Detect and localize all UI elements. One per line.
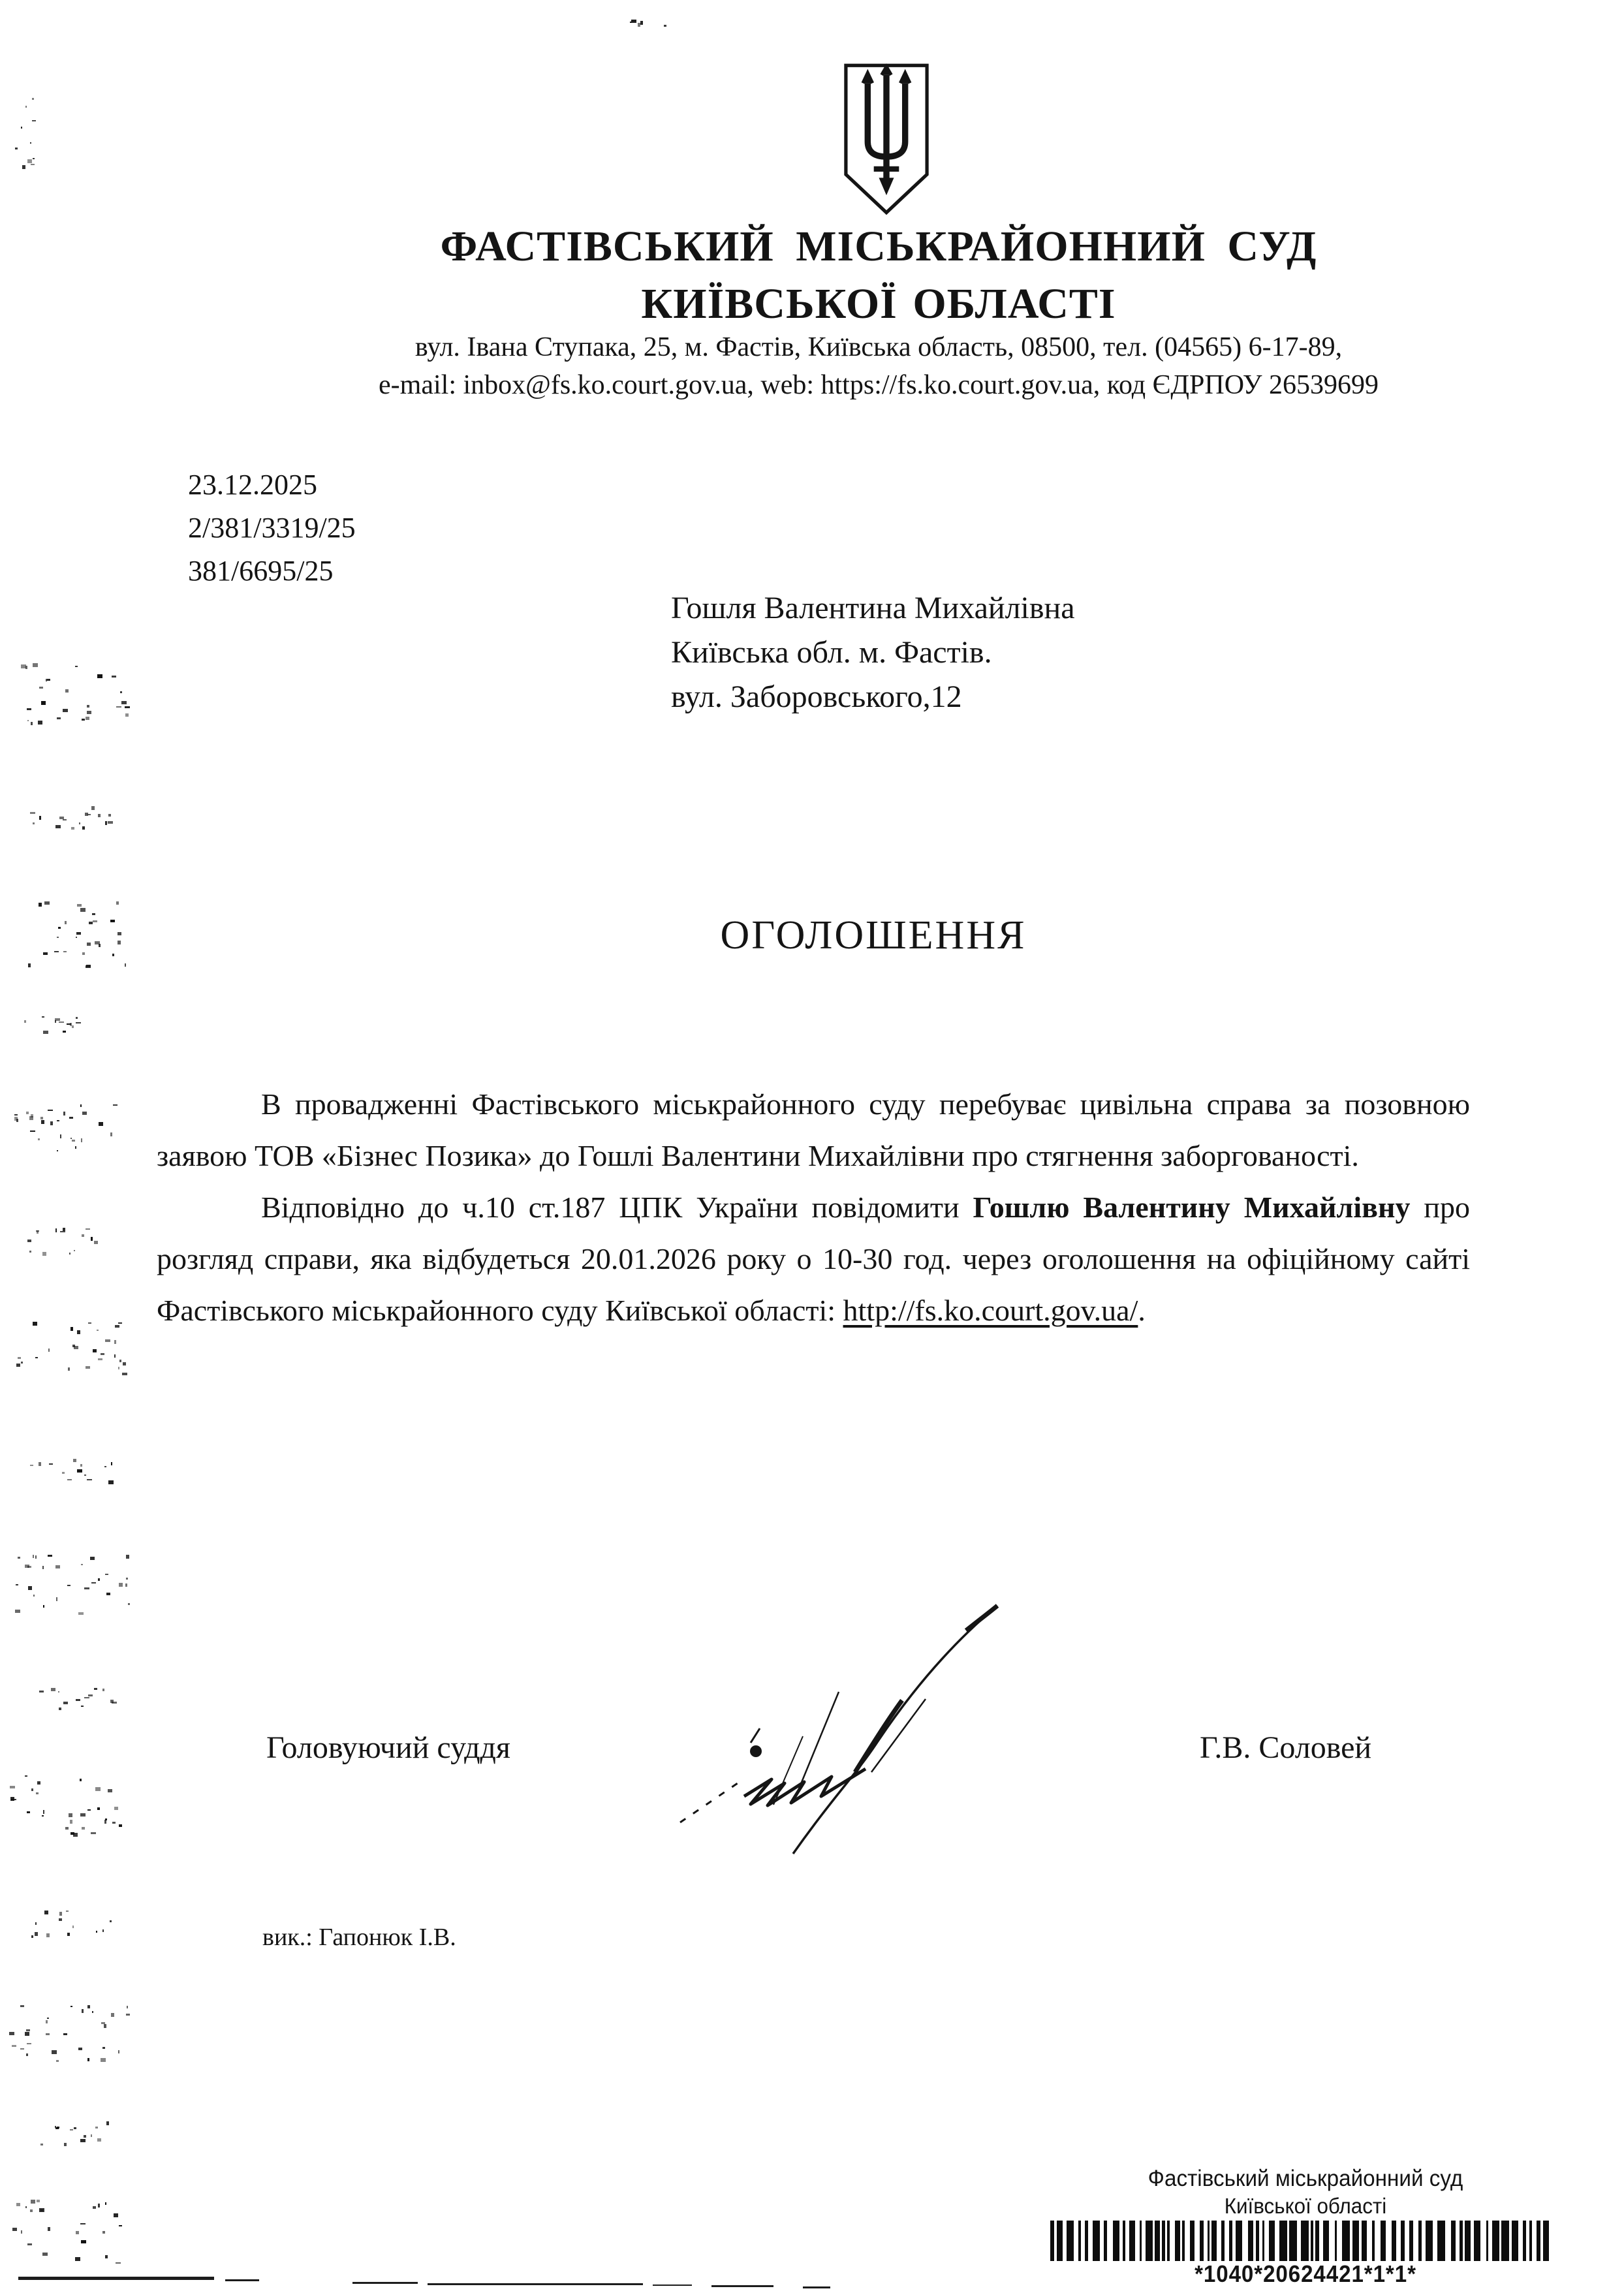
case-number: 2/381/3319/25 — [188, 512, 356, 544]
announcement-paragraph-1: В провадженні Фастівського міськрайонного суду перебуває цивільна справа за позовною заявою ТОВ «Бізнес Позика» до Гошлі Валентини Михайлівни про стягнення заборгованості. — [157, 1087, 1470, 1172]
scan-noise — [7, 2004, 131, 2066]
scan-noise — [29, 1459, 114, 1485]
scan-noise — [26, 2121, 111, 2147]
scan-noise — [12, 1103, 129, 1159]
scan-noise — [26, 800, 124, 832]
scan-noise — [20, 663, 131, 728]
recipient-city-line: Київська обл. м. Фастів. — [671, 635, 992, 670]
trident-emblem-icon — [837, 61, 935, 218]
recipient-block — [671, 586, 1075, 719]
announcement-paragraph-2 — [157, 1181, 1470, 1336]
footer-court-name-line1: Фастівський міськрайонний суд — [1148, 2166, 1463, 2191]
scan-artifact-line — [653, 2285, 692, 2286]
recipient-name: Гошля Валентина Михайлівна — [671, 591, 1075, 625]
scan-artifact-line — [225, 2279, 259, 2281]
judge-name: Г.В. Соловей — [1200, 1730, 1372, 1765]
scan-artifact-line — [428, 2283, 643, 2285]
scan-noise — [7, 1553, 131, 1615]
emphasized-name: Гошлю Валентину Михайлівну — [973, 1191, 1411, 1224]
court-name-line1: ФАСТІВСЬКИЙ МІСЬКРАЙОННИЙ СУД — [440, 223, 1317, 270]
scan-artifact-line — [352, 2282, 418, 2284]
scan-noise — [8, 1318, 129, 1377]
case-meta-block — [188, 463, 356, 593]
court-address-line2: e-mail: inbox@fs.ko.court.gov.ua, web: https://fs.ko.court.gov.ua, код ЄДРПОУ 26539699 — [379, 370, 1379, 400]
judge-role-label: Головуючий суддя — [266, 1730, 510, 1765]
document-date: 23.12.2025 — [188, 469, 317, 501]
barcode — [1050, 2221, 1561, 2261]
scan-noise — [8, 1775, 129, 1837]
scan-noise — [33, 1687, 117, 1713]
scan-noise — [13, 65, 39, 176]
paragraph-text: про розгляд справи, яка відбудеться 20.01.2026 року о 10-30 год. через оголошення на офіційному сайті Фастівського міськрайонного суду Київської області: — [157, 1191, 1470, 1327]
proceeding-number: 381/6695/25 — [188, 555, 334, 587]
barcode-value: *1040*20624421*1*1* — [1195, 2260, 1416, 2287]
paragraph-text: . — [1138, 1294, 1146, 1327]
court-name-line2: КИЇВСЬКОЇ ОБЛАСТІ — [641, 280, 1116, 328]
court-address-line1: вул. Івана Ступака, 25, м. Фастів, Київська область, 08500, тел. (04565) 6-17-89, — [414, 332, 1343, 362]
announcement-title: ОГОЛОШЕННЯ — [720, 913, 1027, 958]
announcement-body — [157, 1078, 1470, 1336]
scan-artifact-line — [803, 2286, 830, 2288]
clerk-line: вик.: Гапонюк І.В. — [262, 1924, 456, 1951]
scan-noise — [10, 2200, 127, 2265]
scan-noise — [23, 1015, 88, 1041]
scan-artifact-line — [18, 2277, 214, 2280]
footer-stamp — [1044, 2164, 1567, 2287]
judge-signature — [640, 1580, 1031, 1867]
paragraph-text: Відповідно до ч.10 ст.187 ЦПК України повідомити — [261, 1191, 973, 1224]
recipient-street-line: вул. Заборовського,12 — [671, 679, 962, 714]
scan-noise — [26, 1227, 124, 1256]
scan-noise — [29, 1909, 121, 1939]
scan-noise — [627, 17, 672, 29]
court-website-link: http://fs.ko.court.gov.ua/ — [843, 1294, 1138, 1327]
footer-court-name-line2: Київської області — [1224, 2194, 1387, 2218]
scan-noise — [10, 901, 127, 969]
scan-artifact-line — [711, 2285, 773, 2287]
